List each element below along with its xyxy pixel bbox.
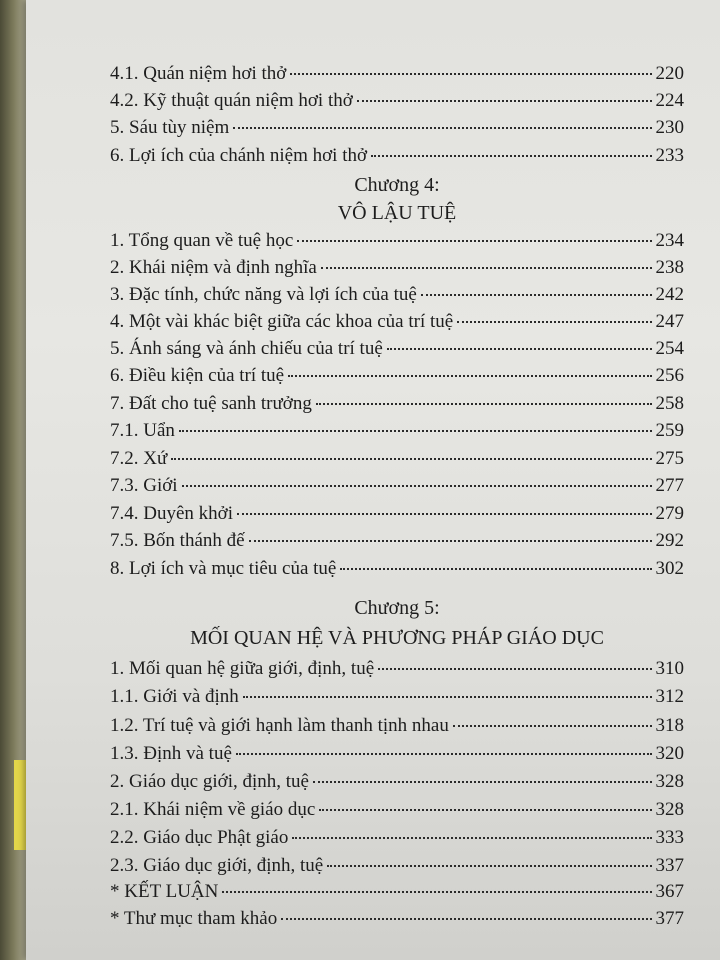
dot-leader [297,239,651,242]
toc-entry [110,117,684,143]
toc-entry [110,257,684,283]
toc-entry-page: 320 [655,743,684,764]
dot-leader [319,808,651,811]
toc-entry [110,827,684,853]
toc-entry [110,448,684,474]
toc-entry [110,855,684,881]
dot-leader [182,484,652,487]
dot-leader [421,293,652,296]
dot-leader [290,72,651,75]
toc-entry-page: 277 [655,475,684,496]
toc-entry-page: 238 [655,257,684,278]
toc-entry-label: 2.2. Giáo dục Phật giáo [110,827,289,848]
toc-entry [110,530,684,556]
toc-entry-page: 328 [655,771,684,792]
dot-leader [179,429,652,432]
toc-entry-page: 328 [655,799,684,820]
toc-entry-page: 220 [655,63,684,84]
toc-entry-label: 3. Đặc tính, chức năng và lợi ích của tuệ [110,284,417,305]
dot-leader [340,567,651,570]
toc-entry-label: 1.3. Định và tuệ [110,743,232,764]
toc-entry-label: 7.5. Bốn thánh đế [110,530,245,551]
book-page [26,0,720,960]
toc-entry-label: 4.1. Quán niệm hơi thở [110,63,287,84]
dot-leader [243,695,652,698]
toc-entry-label: 2.3. Giáo dục giới, định, tuệ [110,855,324,876]
toc-entry-label: 2. Giáo dục giới, định, tuệ [110,771,309,792]
toc-entry-page: 256 [655,365,684,386]
toc-entry-label: 6. Lợi ích của chánh niệm hơi thở [110,145,368,166]
dot-leader [327,864,651,867]
toc-entry-page: 275 [655,448,684,469]
toc-entry-label: 5. Ánh sáng và ánh chiếu của trí tuệ [110,338,383,359]
toc-entry [110,145,684,171]
toc-entry-label: 1. Tổng quan về tuệ học [110,230,294,251]
toc-entry-label: 7.1. Uẩn [110,420,175,441]
toc-entry-label: 7.2. Xứ [110,448,168,469]
toc-entry [110,420,684,446]
toc-entry-page: 234 [655,230,684,251]
chapter-4-title: VÔ LẬU TUỆ [337,202,457,224]
dot-leader [457,320,651,323]
toc-entry [110,365,684,391]
toc-entry-page: 302 [655,558,684,579]
toc-entry [110,658,684,684]
toc-entry-page: 318 [655,715,684,736]
toc-entry-page: 292 [655,530,684,551]
dot-leader [321,266,652,269]
toc-entry [110,311,684,337]
toc-entry [110,771,684,797]
toc-entry-label: 6. Điều kiện của trí tuệ [110,365,285,386]
dot-leader [371,154,651,157]
toc-entry-page: 377 [655,908,684,929]
toc-entry [110,686,684,712]
toc-entry [110,743,684,769]
toc-entry [110,284,684,310]
toc-entry-page: 233 [655,145,684,166]
toc-entry-page: 254 [655,338,684,359]
toc-entry-page: 258 [655,393,684,414]
toc-entry-label: 2.1. Khái niệm về giáo dục [110,799,316,820]
dot-leader [288,374,651,377]
toc-entry [110,230,684,256]
toc-entry-label: 8. Lợi ích và mục tiêu của tuệ [110,558,337,579]
toc-entry-label: 2. Khái niệm và định nghĩa [110,257,317,278]
toc-entry-page: 337 [655,855,684,876]
dot-leader [222,890,651,893]
toc-entry [110,393,684,419]
toc-entry-label: 1.1. Giới và định [110,686,239,707]
toc-entry-label: 7. Đất cho tuệ sanh trưởng [110,393,312,414]
dot-leader [249,539,652,542]
toc-entry-page: 230 [655,117,684,138]
dot-leader [237,512,652,515]
toc-entry-label: 4.2. Kỹ thuật quán niệm hơi thở [110,90,353,111]
dot-leader [292,836,651,839]
dot-leader [453,724,652,727]
toc-entry [110,338,684,364]
dot-leader [281,917,651,920]
dot-leader [387,347,652,350]
toc-entry-page: 259 [655,420,684,441]
dot-leader [357,99,652,102]
toc-entry-label: 7.3. Giới [110,475,178,496]
toc-entry-label: 5. Sáu tùy niệm [110,117,230,138]
toc-entry [110,715,684,741]
dot-leader [171,457,651,460]
toc-entry [110,475,684,501]
toc-entry [110,558,684,584]
toc-entry-label: 4. Một vài khác biệt giữa các khoa của trí tuệ [110,311,454,332]
toc-entry [110,908,684,934]
dot-leader [233,126,651,129]
toc-entry-label: * KẾT LUẬN [110,881,219,902]
dot-leader [313,780,652,783]
toc-entry [110,503,684,529]
toc-entry-page: 242 [655,284,684,305]
toc-entry-label: 1. Mối quan hệ giữa giới, định, tuệ [110,658,375,679]
toc-entry [110,881,684,907]
chapter-5-title: MỐI QUAN HỆ VÀ PHƯƠNG PHÁP GIÁO DỤC [190,627,604,649]
toc-entry-label: * Thư mục tham khảo [110,908,278,929]
toc-entry [110,63,684,89]
dot-leader [378,667,651,670]
toc-entry-page: 310 [655,658,684,679]
toc-entry-label: 1.2. Trí tuệ và giới hạnh làm thanh tịnh nhau [110,715,449,736]
toc-entry-page: 312 [655,686,684,707]
toc-entry-page: 367 [655,881,684,902]
toc-entry [110,799,684,825]
toc-entry-page: 333 [655,827,684,848]
chapter-5-number: Chương 5: [354,597,440,619]
toc-entry [110,90,684,116]
dot-leader [236,752,652,755]
toc-entry-page: 224 [655,90,684,111]
toc-entry-page: 247 [655,311,684,332]
toc-entry-page: 279 [655,503,684,524]
dot-leader [316,402,652,405]
chapter-4-number: Chương 4: [354,174,440,196]
toc-entry-label: 7.4. Duyên khởi [110,503,233,524]
